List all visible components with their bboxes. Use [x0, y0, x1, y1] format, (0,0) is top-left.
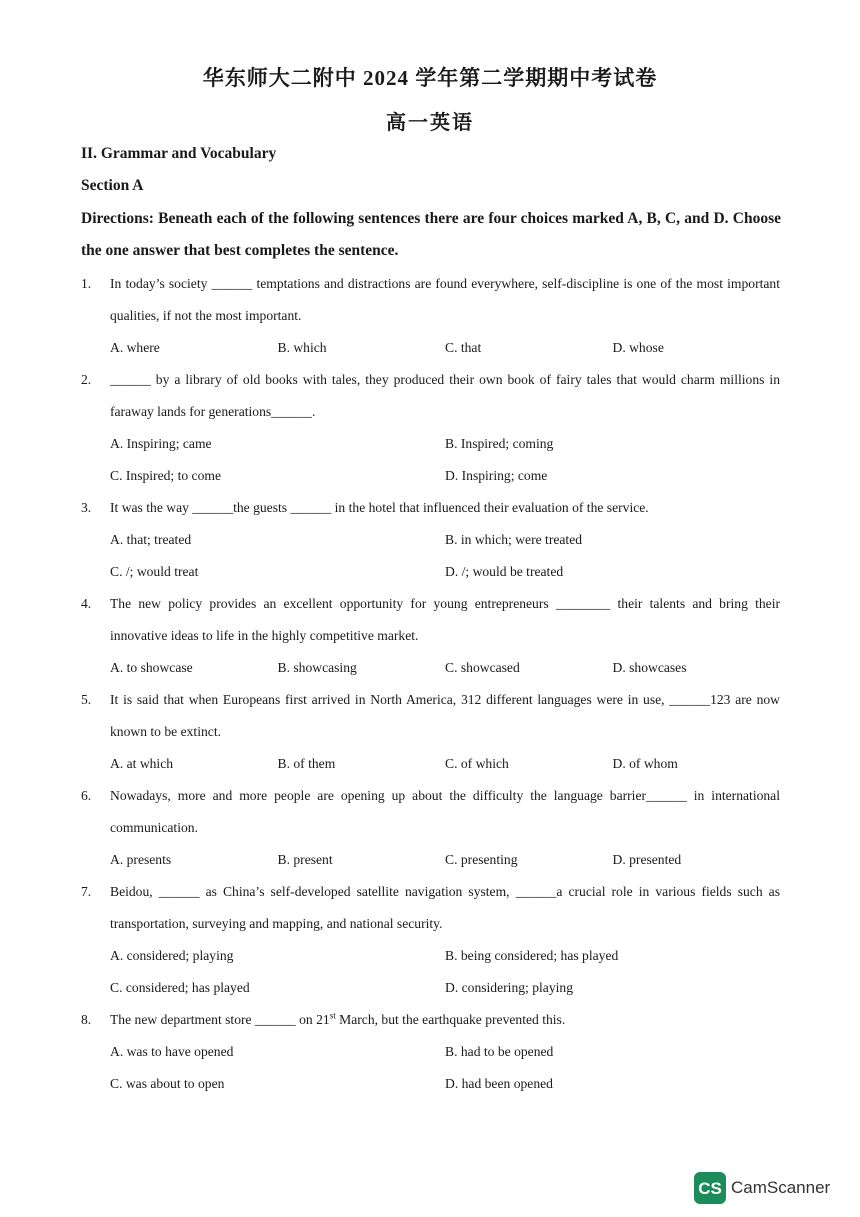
option-b: B. in which; were treated — [445, 532, 583, 547]
option-c: C. Inspired; to come — [110, 468, 221, 483]
camscanner-logo-icon — [694, 1172, 726, 1204]
question-text: In today’s society ______ temptations and distractions are found everywhere, self-discipline is one of the most important qualities, if not the most important. — [110, 276, 780, 323]
option-b: B. which — [277, 340, 327, 355]
question-6 — [81, 780, 780, 876]
camscanner-text: CamScanner — [731, 1178, 831, 1197]
option-a: A. to showcase — [110, 660, 193, 675]
option-d: D. presented — [612, 852, 682, 867]
question-list — [81, 268, 780, 1100]
option-c: C. was about to open — [110, 1076, 225, 1091]
camscanner-watermark — [694, 1172, 830, 1204]
option-c: C. considered; has played — [110, 980, 250, 995]
question-text-before: The new department store ______ on 21 — [110, 1012, 330, 1027]
option-c: C. /; would treat — [110, 564, 199, 579]
option-a: A. at which — [110, 756, 174, 771]
question-text: Nowadays, more and more people are opening up about the difficulty the language barrier______ in international communication. — [110, 788, 780, 835]
option-b: B. being considered; has played — [445, 948, 619, 963]
option-a: A. that; treated — [110, 532, 192, 547]
option-d: D. /; would be treated — [445, 564, 564, 579]
question-stem — [81, 876, 780, 940]
question-number: 6. — [81, 788, 92, 803]
question-number: 4. — [81, 596, 92, 611]
directions-text: Directions: Beneath each of the following sentences there are four choices marked A, B, C, and D. Choose the one answer that best completes the sentence. — [81, 210, 781, 259]
question-1 — [81, 268, 780, 364]
question-stem — [81, 684, 780, 748]
option-a: A. Inspiring; came — [110, 436, 212, 451]
option-b: B. Inspired; coming — [445, 436, 554, 451]
question-stem — [81, 1004, 780, 1036]
question-number: 8. — [81, 1012, 92, 1027]
option-a: A. considered; playing — [110, 948, 234, 963]
svg-text:CS: CS — [698, 1179, 722, 1198]
exam-title: 华东师大二附中 2024 学年第二学期期中考试卷 — [202, 66, 658, 90]
option-c: C. of which — [445, 756, 509, 771]
question-text: ______ by a library of old books with tales, they produced their own book of fairy tales that would charm millions in faraway lands for generations______. — [110, 372, 780, 419]
option-d: D. showcases — [612, 660, 687, 675]
option-b: B. present — [277, 852, 333, 867]
ordinal-suffix: st — [329, 1010, 336, 1021]
question-stem — [81, 780, 780, 844]
question-5 — [81, 684, 780, 780]
question-stem — [81, 588, 780, 652]
question-text-after: March, but the earthquake prevented this. — [335, 1012, 566, 1027]
question-2 — [81, 364, 780, 492]
part-heading: II. Grammar and Vocabulary — [81, 145, 277, 162]
option-d: D. considering; playing — [445, 980, 573, 995]
option-c: C. showcased — [445, 660, 520, 675]
question-7 — [81, 876, 780, 1004]
question-stem — [81, 268, 780, 332]
question-3 — [81, 492, 780, 588]
option-b: B. showcasing — [277, 660, 357, 675]
option-a: A. was to have opened — [110, 1044, 234, 1059]
option-d: D. of whom — [612, 756, 678, 771]
question-text: Beidou, ______ as China’s self-developed satellite navigation system, ______a crucial role in various fields such as transportation, surveying and mapping, and national security. — [110, 884, 780, 931]
option-b: B. had to be opened — [445, 1044, 554, 1059]
question-stem — [81, 364, 780, 428]
question-number: 7. — [81, 884, 92, 899]
option-a: A. presents — [110, 852, 172, 867]
option-d: D. Inspiring; come — [445, 468, 548, 483]
question-text: The new policy provides an excellent opportunity for young entrepreneurs ________ their talents and bring their innovative ideas to life in the highly competitive market. — [110, 596, 780, 643]
option-c: C. presenting — [445, 852, 518, 867]
question-number: 3. — [81, 500, 92, 515]
option-d: D. had been opened — [445, 1076, 553, 1091]
question-4 — [81, 588, 780, 684]
option-b: B. of them — [277, 756, 336, 771]
question-number: 1. — [81, 276, 92, 291]
question-8 — [81, 1004, 780, 1100]
exam-subtitle: 高一英语 — [386, 112, 474, 134]
question-stem — [81, 492, 780, 524]
cs-logo-glyph — [694, 1172, 726, 1204]
option-d: D. whose — [612, 340, 664, 355]
question-text: It was the way ______the guests ______ in the hotel that influenced their evaluation of the service. — [110, 500, 649, 515]
question-text: It is said that when Europeans first arrived in North America, 312 different languages were in use, ______123 are now known to be extinct. — [110, 692, 780, 739]
question-number: 2. — [81, 372, 92, 387]
section-heading: Section A — [81, 177, 144, 194]
question-number: 5. — [81, 692, 92, 707]
option-a: A. where — [110, 340, 160, 355]
option-c: C. that — [445, 340, 482, 355]
